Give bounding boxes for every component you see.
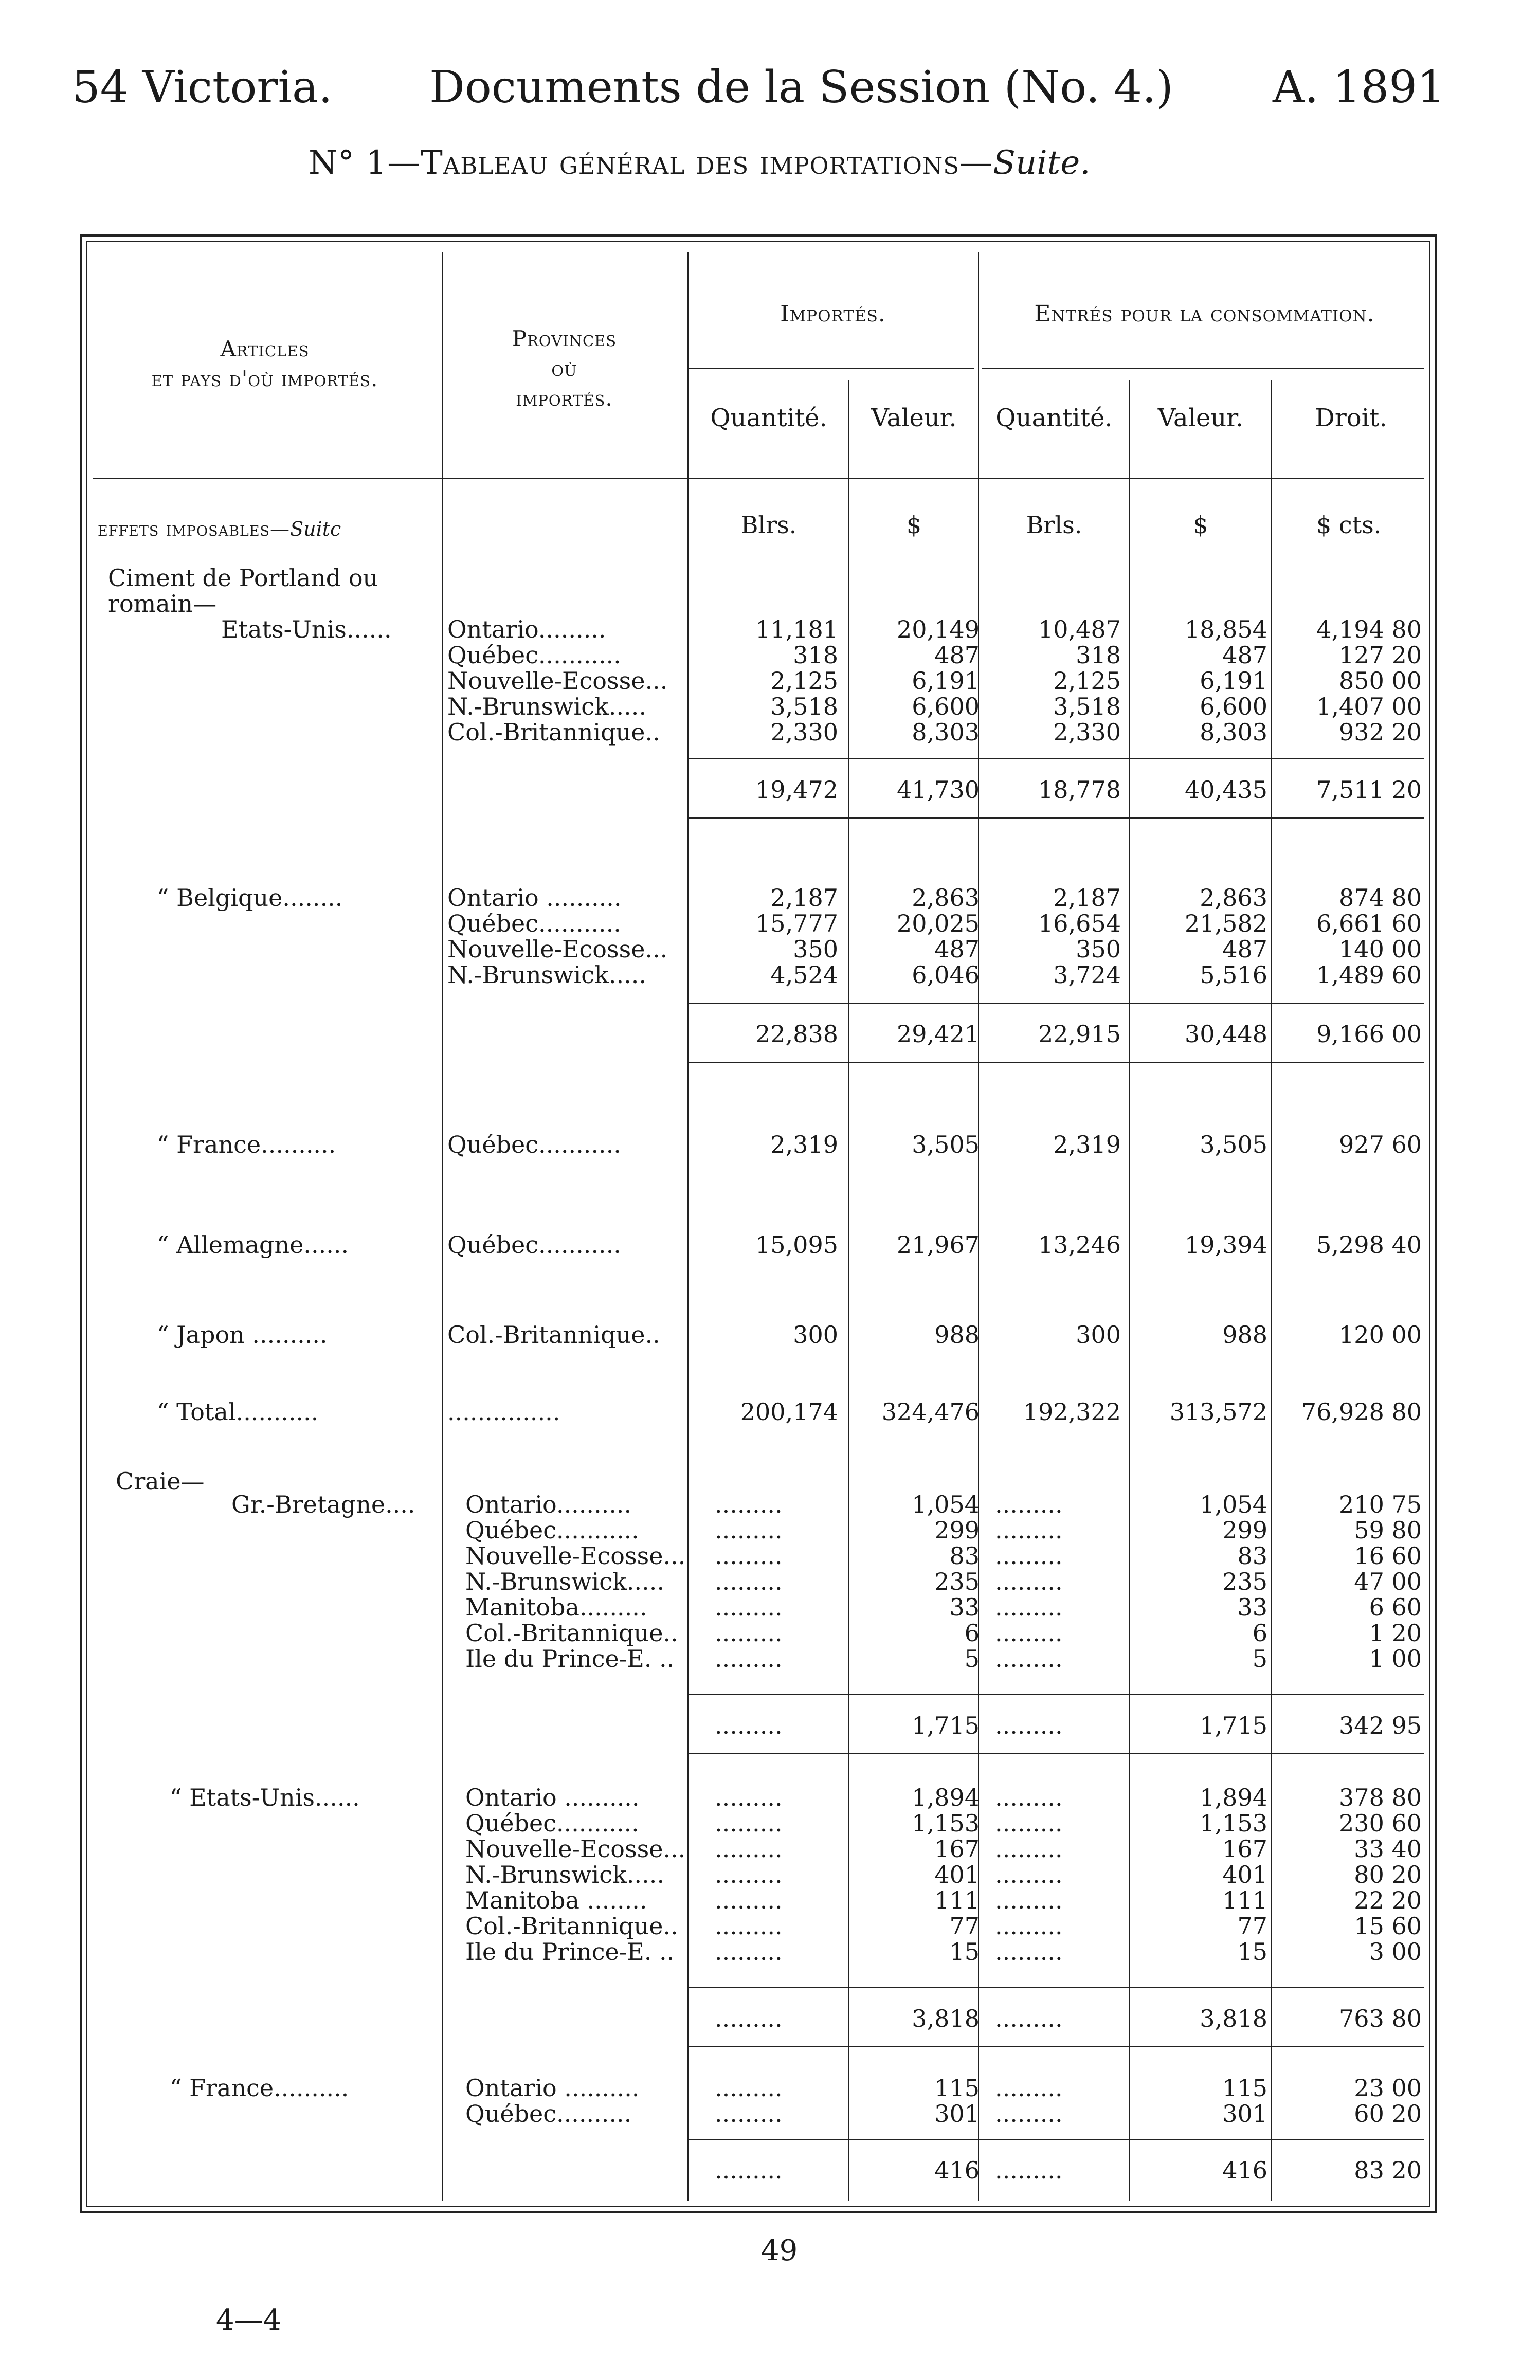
value-imported: 1,054 bbox=[912, 1491, 980, 1518]
qty-imported: 2,125 bbox=[770, 667, 838, 695]
duty: 23 00 bbox=[1354, 2074, 1422, 2102]
country-label: “ Japon .......... bbox=[157, 1321, 328, 1349]
qty-entered: 16,654 bbox=[1038, 910, 1121, 937]
value-entered: 18,854 bbox=[1185, 615, 1267, 643]
header-center: Documents de la Session (No. 4.) bbox=[429, 62, 1173, 113]
col-rule bbox=[848, 380, 849, 2201]
duty: 4,194 80 bbox=[1316, 615, 1422, 643]
dots-filler: ......... bbox=[715, 1516, 783, 1544]
value-entered: 1,894 bbox=[1200, 1784, 1267, 1811]
dots-filler: ......... bbox=[995, 1886, 1063, 1914]
qty-imported: 15,777 bbox=[755, 910, 838, 937]
duty: 76,928 80 bbox=[1301, 1398, 1422, 1426]
value-imported: 401 bbox=[934, 1861, 980, 1888]
dots-filler: ......... bbox=[995, 1645, 1063, 1673]
col-provinces: Provinces où importés. bbox=[512, 326, 617, 411]
dots-filler: ......... bbox=[995, 2100, 1063, 2128]
duty: 9,166 00 bbox=[1316, 1020, 1422, 1048]
value-entered: 115 bbox=[1222, 2074, 1267, 2102]
rule bbox=[93, 478, 1424, 479]
value-entered: 3,505 bbox=[1200, 1131, 1267, 1158]
province-name: Québec........... bbox=[465, 1809, 639, 1837]
province-name: N.-Brunswick..... bbox=[465, 1861, 664, 1888]
col-importes: Importés. bbox=[780, 301, 886, 327]
value-imported: 3,818 bbox=[912, 2005, 980, 2032]
value-imported: 115 bbox=[934, 2074, 980, 2102]
value-imported: 6,191 bbox=[912, 667, 980, 695]
total-rule bbox=[689, 1003, 1424, 1004]
qty-imported: 350 bbox=[793, 935, 838, 963]
duty: 3 00 bbox=[1369, 1938, 1422, 1966]
dots-filler: ......... bbox=[715, 1861, 783, 1888]
qty-entered: 22,915 bbox=[1038, 1020, 1121, 1048]
value-entered: 3,818 bbox=[1200, 2005, 1267, 2032]
qty-entered: 2,330 bbox=[1053, 718, 1121, 746]
value-entered: 83 bbox=[1237, 1542, 1267, 1570]
province-name: Ile du Prince-E. .. bbox=[465, 1938, 675, 1966]
dots-filler: ......... bbox=[715, 2156, 783, 2184]
dots-filler: ......... bbox=[995, 1912, 1063, 1940]
dots-filler: ......... bbox=[715, 1712, 783, 1739]
value-imported: 5 bbox=[964, 1645, 980, 1673]
duty: 140 00 bbox=[1339, 935, 1422, 963]
province-name: Nouvelle-Ecosse... bbox=[465, 1835, 686, 1863]
value-entered: 6 bbox=[1252, 1619, 1267, 1647]
province-name: Ontario .......... bbox=[447, 884, 622, 912]
value-imported: 6,600 bbox=[912, 693, 980, 720]
duty: 1,407 00 bbox=[1316, 693, 1422, 720]
qty-imported: 300 bbox=[793, 1321, 838, 1349]
value-imported: 301 bbox=[934, 2100, 980, 2128]
country-label: “ Total........... bbox=[157, 1398, 319, 1426]
value-entered: 301 bbox=[1222, 2100, 1267, 2128]
province-name: Québec.......... bbox=[465, 2100, 632, 2128]
value-imported: 83 bbox=[949, 1542, 980, 1570]
qty-entered: 3,518 bbox=[1053, 693, 1121, 720]
value-entered: 5,516 bbox=[1200, 961, 1267, 989]
qty-entered: 2,125 bbox=[1053, 667, 1121, 695]
qty-imported: 2,319 bbox=[770, 1131, 838, 1158]
qty-imported: 3,518 bbox=[770, 693, 838, 720]
value-entered: 988 bbox=[1222, 1321, 1267, 1349]
page-number: 49 bbox=[761, 2234, 798, 2267]
value-entered: 77 bbox=[1237, 1912, 1267, 1940]
province-name: Québec........... bbox=[465, 1516, 639, 1544]
duty: 378 80 bbox=[1339, 1784, 1422, 1811]
country-label: “ Allemagne...... bbox=[157, 1231, 349, 1259]
value-entered: 1,715 bbox=[1200, 1712, 1267, 1739]
dots-filler: ......... bbox=[995, 1593, 1063, 1621]
value-imported: 21,967 bbox=[897, 1231, 980, 1259]
table-title: N° 1—Tableau général des importations—Suite. bbox=[309, 144, 1091, 182]
province-name: Québec........... bbox=[447, 1131, 621, 1158]
dots-filler: ......... bbox=[995, 1835, 1063, 1863]
value-imported: 299 bbox=[934, 1516, 980, 1544]
value-imported: 15 bbox=[949, 1938, 980, 1966]
total-rule bbox=[689, 2046, 1424, 2047]
value-imported: 33 bbox=[949, 1593, 980, 1621]
qty-entered: 2,187 bbox=[1053, 884, 1121, 912]
province-name: N.-Brunswick..... bbox=[447, 693, 646, 720]
col-quantite2: Quantité. bbox=[995, 404, 1113, 432]
duty: 80 20 bbox=[1354, 1861, 1422, 1888]
value-imported: 6,046 bbox=[912, 961, 980, 989]
province-name: Québec........... bbox=[447, 910, 621, 937]
province-name: Manitoba......... bbox=[465, 1593, 647, 1621]
craie-label: Craie— bbox=[116, 1467, 205, 1495]
dots-filler: ......... bbox=[995, 1861, 1063, 1888]
dots-filler: ......... bbox=[715, 1938, 783, 1966]
unit-v1: $ bbox=[906, 511, 922, 539]
col-rule bbox=[442, 252, 443, 2201]
dots-filler: ......... bbox=[715, 1809, 783, 1837]
total-rule bbox=[689, 1062, 1424, 1063]
dots-filler: ......... bbox=[995, 1568, 1063, 1595]
province-name: Nouvelle-Ecosse... bbox=[465, 1542, 686, 1570]
value-imported: 167 bbox=[934, 1835, 980, 1863]
duty: 1 00 bbox=[1369, 1645, 1422, 1673]
qty-entered: 3,724 bbox=[1053, 961, 1121, 989]
duty: 210 75 bbox=[1339, 1491, 1422, 1518]
province-name: Québec........... bbox=[447, 1231, 621, 1259]
province-name: Col.-Britannique.. bbox=[447, 718, 660, 746]
dots-filler: ......... bbox=[995, 1712, 1063, 1739]
qty-imported: 2,330 bbox=[770, 718, 838, 746]
dots-filler: ......... bbox=[715, 1568, 783, 1595]
province-name: Manitoba ........ bbox=[465, 1886, 647, 1914]
province-name: Col.-Britannique.. bbox=[465, 1619, 678, 1647]
qty-imported: 318 bbox=[793, 641, 838, 669]
col-valeur2: Valeur. bbox=[1157, 404, 1244, 432]
dots-filler: ......... bbox=[995, 1516, 1063, 1544]
country-label: “ Etats-Unis...... bbox=[170, 1784, 360, 1811]
duty: 342 95 bbox=[1339, 1712, 1422, 1739]
value-entered: 21,582 bbox=[1185, 910, 1267, 937]
qty-entered: 300 bbox=[1076, 1321, 1121, 1349]
dots-filler: ......... bbox=[715, 2100, 783, 2128]
qty-entered: 318 bbox=[1076, 641, 1121, 669]
value-entered: 33 bbox=[1237, 1593, 1267, 1621]
country-label: Etats-Unis...... bbox=[221, 615, 392, 643]
duty: 22 20 bbox=[1354, 1886, 1422, 1914]
value-imported: 1,715 bbox=[912, 1712, 980, 1739]
value-entered: 235 bbox=[1222, 1568, 1267, 1595]
value-imported: 988 bbox=[934, 1321, 980, 1349]
value-imported: 487 bbox=[934, 641, 980, 669]
qty-imported: 2,187 bbox=[770, 884, 838, 912]
value-imported: 487 bbox=[934, 935, 980, 963]
section-label: effets imposables—Suitc bbox=[98, 518, 341, 540]
qty-entered: 13,246 bbox=[1038, 1231, 1121, 1259]
value-entered: 15 bbox=[1237, 1938, 1267, 1966]
value-imported: 8,303 bbox=[912, 718, 980, 746]
dots-filler: ......... bbox=[995, 1542, 1063, 1570]
province-name: N.-Brunswick..... bbox=[447, 961, 646, 989]
duty: 120 00 bbox=[1339, 1321, 1422, 1349]
qty-entered: 192,322 bbox=[1023, 1398, 1121, 1426]
unit-q1: Blrs. bbox=[740, 511, 797, 539]
value-imported: 1,894 bbox=[912, 1784, 980, 1811]
value-entered: 40,435 bbox=[1185, 776, 1267, 804]
col-entres: Entrés pour la consommation. bbox=[1034, 301, 1375, 327]
duty: 60 20 bbox=[1354, 2100, 1422, 2128]
country-label: “ France.......... bbox=[157, 1131, 336, 1158]
province-name: Col.-Britannique.. bbox=[465, 1912, 678, 1940]
dots-filler: ......... bbox=[995, 1809, 1063, 1837]
duty: 83 20 bbox=[1354, 2156, 1422, 2184]
value-imported: 3,505 bbox=[912, 1131, 980, 1158]
value-entered: 2,863 bbox=[1200, 884, 1267, 912]
dots-filler: ......... bbox=[995, 1784, 1063, 1811]
ciment-label-1: Ciment de Portland ou bbox=[108, 564, 378, 592]
country-label: Gr.-Bretagne.... bbox=[231, 1491, 415, 1518]
duty: 127 20 bbox=[1339, 641, 1422, 669]
dots-filler: ......... bbox=[715, 1542, 783, 1570]
total-rule bbox=[689, 817, 1424, 819]
duty: 47 00 bbox=[1354, 1568, 1422, 1595]
qty-imported: 200,174 bbox=[740, 1398, 838, 1426]
total-rule bbox=[689, 1753, 1424, 1754]
duty: 6,661 60 bbox=[1316, 910, 1422, 937]
province-name: Ontario......... bbox=[447, 615, 606, 643]
dots-filler: ......... bbox=[715, 2005, 783, 2032]
duty: 763 80 bbox=[1339, 2005, 1422, 2032]
value-imported: 324,476 bbox=[881, 1398, 980, 1426]
qty-imported: 4,524 bbox=[770, 961, 838, 989]
qty-imported: 11,181 bbox=[755, 615, 838, 643]
value-entered: 401 bbox=[1222, 1861, 1267, 1888]
dots-filler: ......... bbox=[715, 1835, 783, 1863]
value-imported: 1,153 bbox=[912, 1809, 980, 1837]
value-imported: 2,863 bbox=[912, 884, 980, 912]
dots-filler: ......... bbox=[715, 1912, 783, 1940]
qty-entered: 350 bbox=[1076, 935, 1121, 963]
value-entered: 8,303 bbox=[1200, 718, 1267, 746]
value-entered: 19,394 bbox=[1185, 1231, 1267, 1259]
unit-v2: $ bbox=[1193, 511, 1208, 539]
province-name: Québec........... bbox=[447, 641, 621, 669]
value-entered: 1,153 bbox=[1200, 1809, 1267, 1837]
duty: 874 80 bbox=[1339, 884, 1422, 912]
unit-d: $ cts. bbox=[1316, 511, 1382, 539]
qty-entered: 18,778 bbox=[1038, 776, 1121, 804]
dots-filler: ......... bbox=[995, 1619, 1063, 1647]
duty: 5,298 40 bbox=[1316, 1231, 1422, 1259]
dots-filler: ......... bbox=[995, 1491, 1063, 1518]
value-imported: 20,025 bbox=[897, 910, 980, 937]
value-entered: 416 bbox=[1222, 2156, 1267, 2184]
total-rule bbox=[689, 1694, 1424, 1695]
value-entered: 487 bbox=[1222, 935, 1267, 963]
value-entered: 30,448 bbox=[1185, 1020, 1267, 1048]
value-entered: 6,191 bbox=[1200, 667, 1267, 695]
value-entered: 1,054 bbox=[1200, 1491, 1267, 1518]
value-imported: 41,730 bbox=[897, 776, 980, 804]
col-articles: Articles et pays d'où importés. bbox=[151, 336, 378, 391]
ciment-label-2: romain— bbox=[108, 590, 217, 617]
qty-imported: 15,095 bbox=[755, 1231, 838, 1259]
rule bbox=[689, 368, 974, 369]
value-imported: 77 bbox=[949, 1912, 980, 1940]
duty: 15 60 bbox=[1354, 1912, 1422, 1940]
value-imported: 29,421 bbox=[897, 1020, 980, 1048]
province-name: Nouvelle-Ecosse... bbox=[447, 935, 668, 963]
value-imported: 111 bbox=[934, 1886, 980, 1914]
dots-filler: ......... bbox=[715, 1784, 783, 1811]
dots-filler: ......... bbox=[995, 2005, 1063, 2032]
value-imported: 235 bbox=[934, 1568, 980, 1595]
dots-filler: ......... bbox=[715, 1491, 783, 1518]
total-rule bbox=[689, 2139, 1424, 2140]
dots-filler: ......... bbox=[995, 2156, 1063, 2184]
col-rule bbox=[1271, 380, 1272, 2201]
province-name: N.-Brunswick..... bbox=[465, 1568, 664, 1595]
value-entered: 167 bbox=[1222, 1835, 1267, 1863]
value-entered: 487 bbox=[1222, 641, 1267, 669]
value-entered: 6,600 bbox=[1200, 693, 1267, 720]
col-valeur: Valeur. bbox=[871, 404, 957, 432]
rule bbox=[982, 368, 1424, 369]
duty: 6 60 bbox=[1369, 1593, 1422, 1621]
duty: 1 20 bbox=[1369, 1619, 1422, 1647]
duty: 230 60 bbox=[1339, 1809, 1422, 1837]
duty: 850 00 bbox=[1339, 667, 1422, 695]
header-right: A. 1891 bbox=[1273, 62, 1445, 113]
duty: 33 40 bbox=[1354, 1835, 1422, 1863]
dots-filler: ......... bbox=[715, 1593, 783, 1621]
total-rule bbox=[689, 758, 1424, 759]
qty-entered: 10,487 bbox=[1038, 615, 1121, 643]
value-entered: 299 bbox=[1222, 1516, 1267, 1544]
province-name: Ontario .......... bbox=[465, 1784, 640, 1811]
value-entered: 313,572 bbox=[1169, 1398, 1267, 1426]
duty: 16 60 bbox=[1354, 1542, 1422, 1570]
value-entered: 111 bbox=[1222, 1886, 1267, 1914]
province-name: Nouvelle-Ecosse... bbox=[447, 667, 668, 695]
dots-filler: ......... bbox=[715, 1645, 783, 1673]
duty: 1,489 60 bbox=[1316, 961, 1422, 989]
qty-imported: 19,472 bbox=[755, 776, 838, 804]
col-quantite: Quantité. bbox=[710, 404, 827, 432]
country-label: “ France.......... bbox=[170, 2074, 349, 2102]
duty: 932 20 bbox=[1339, 718, 1422, 746]
value-imported: 6 bbox=[964, 1619, 980, 1647]
province-name: Ontario.......... bbox=[465, 1491, 632, 1518]
value-entered: 5 bbox=[1252, 1645, 1267, 1673]
dots-filler: ......... bbox=[995, 2074, 1063, 2102]
country-label: “ Belgique........ bbox=[157, 884, 343, 912]
duty: 927 60 bbox=[1339, 1131, 1422, 1158]
duty: 7,511 20 bbox=[1316, 776, 1422, 804]
qty-entered: 2,319 bbox=[1053, 1131, 1121, 1158]
col-rule bbox=[1129, 380, 1130, 2201]
value-imported: 20,149 bbox=[897, 615, 980, 643]
province-name: ............... bbox=[447, 1398, 560, 1426]
document-code: 4—4 bbox=[216, 2303, 282, 2337]
value-imported: 416 bbox=[934, 2156, 980, 2184]
dots-filler: ......... bbox=[715, 2074, 783, 2102]
total-rule bbox=[689, 1987, 1424, 1988]
qty-imported: 22,838 bbox=[755, 1020, 838, 1048]
dots-filler: ......... bbox=[715, 1886, 783, 1914]
province-name: Col.-Britannique.. bbox=[447, 1321, 660, 1349]
province-name: Ontario .......... bbox=[465, 2074, 640, 2102]
header-left: 54 Victoria. bbox=[72, 62, 333, 113]
province-name: Ile du Prince-E. .. bbox=[465, 1645, 675, 1673]
dots-filler: ......... bbox=[715, 1619, 783, 1647]
duty: 59 80 bbox=[1354, 1516, 1422, 1544]
unit-q2: Brls. bbox=[1026, 511, 1082, 539]
col-droit: Droit. bbox=[1315, 404, 1387, 432]
dots-filler: ......... bbox=[995, 1938, 1063, 1966]
